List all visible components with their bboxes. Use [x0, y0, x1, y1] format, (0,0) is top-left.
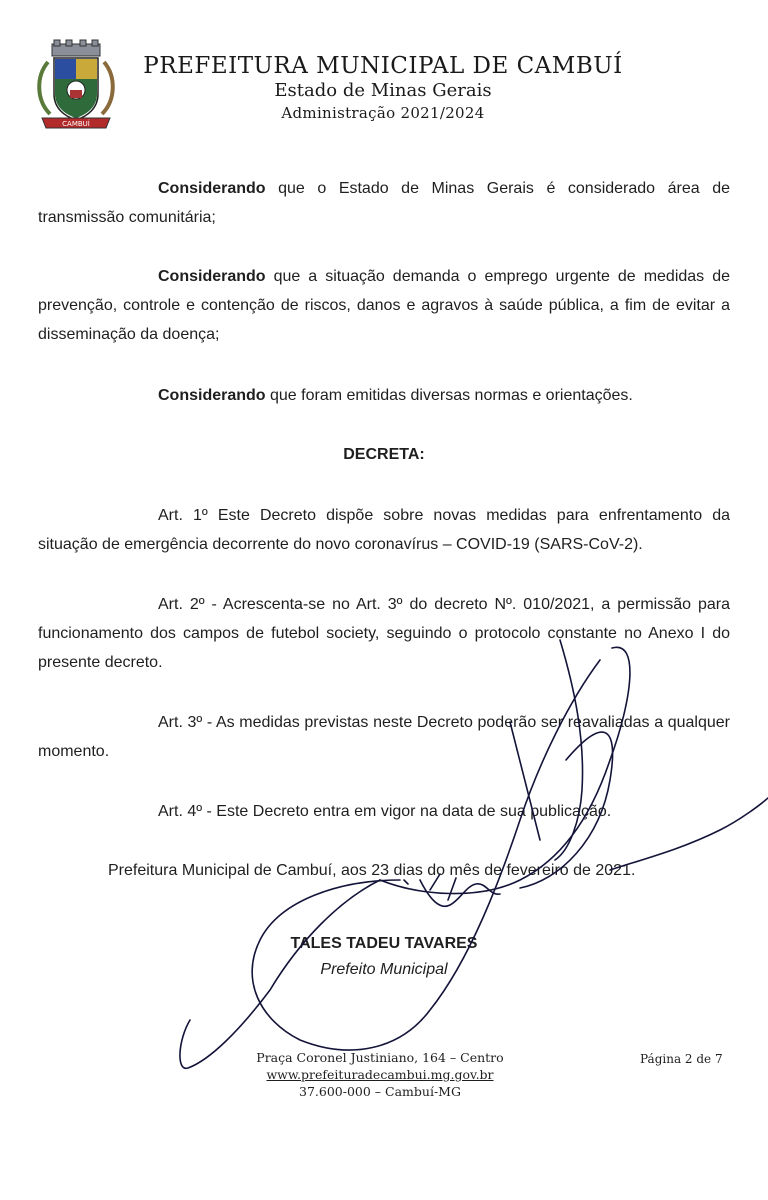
letterhead-administration: Administração 2021/2024: [281, 104, 485, 122]
footer-website-link[interactable]: www.prefeituradecambui.mg.gov.br: [266, 1067, 494, 1082]
letterhead-state: Estado de Minas Gerais: [274, 80, 492, 101]
svg-text:CAMBUÍ: CAMBUÍ: [62, 120, 90, 128]
letterhead: [128, 52, 638, 124]
footer-cep: 37.600-000 – Cambuí-MG: [299, 1084, 461, 1099]
article-2: Art. 2º - Acrescenta-se no Art. 3º do decreto Nº. 010/2021, a permissão para funcionamento dos campos de futebol society, seguindo o protocolo constante no Anexo I do presente decreto.: [38, 596, 730, 671]
article-4: Art. 4º - Este Decreto entra em vigor na data de sua publicação.: [158, 803, 612, 820]
decreta-heading: DECRETA:: [343, 446, 425, 463]
article-1: Art. 1º Este Decreto dispõe sobre novas medidas para enfrentamento da situação de emergência decorrente do novo coronavírus – COVID-19 (SARS-CoV-2).: [38, 507, 730, 553]
page-number: Página 2 de 7: [640, 1052, 723, 1066]
paragraph-considerando-2: Considerando que a situação demanda o emprego urgente de medidas de prevenção, controle e contenção de riscos, danos e agravos à saúde pública, a fim de evitar a disseminação da doença;: [38, 268, 730, 343]
letterhead-title: PREFEITURA MUNICIPAL DE CAMBUÍ: [143, 53, 623, 79]
footer-address-block: [160, 1049, 600, 1100]
article-3: Art. 3º - As medidas previstas neste Decreto poderão ser reavaliadas a qualquer momento.: [38, 714, 730, 760]
city-coat-of-arms-icon: [30, 38, 122, 134]
paragraph-considerando-3: Considerando que foram emitidas diversas normas e orientações.: [158, 387, 633, 404]
signatory-name: TALES TADEU TAVARES: [290, 935, 478, 952]
paragraph-considerando-1: Considerando que o Estado de Minas Gerais é considerado área de transmissão comunitária;: [38, 180, 730, 226]
signatory-role: Prefeito Municipal: [320, 961, 448, 978]
closing-date-line: Prefeitura Municipal de Cambuí, aos 23 dias do mês de fevereiro de 2021.: [108, 862, 636, 879]
footer-address: Praça Coronel Justiniano, 164 – Centro: [256, 1050, 504, 1065]
